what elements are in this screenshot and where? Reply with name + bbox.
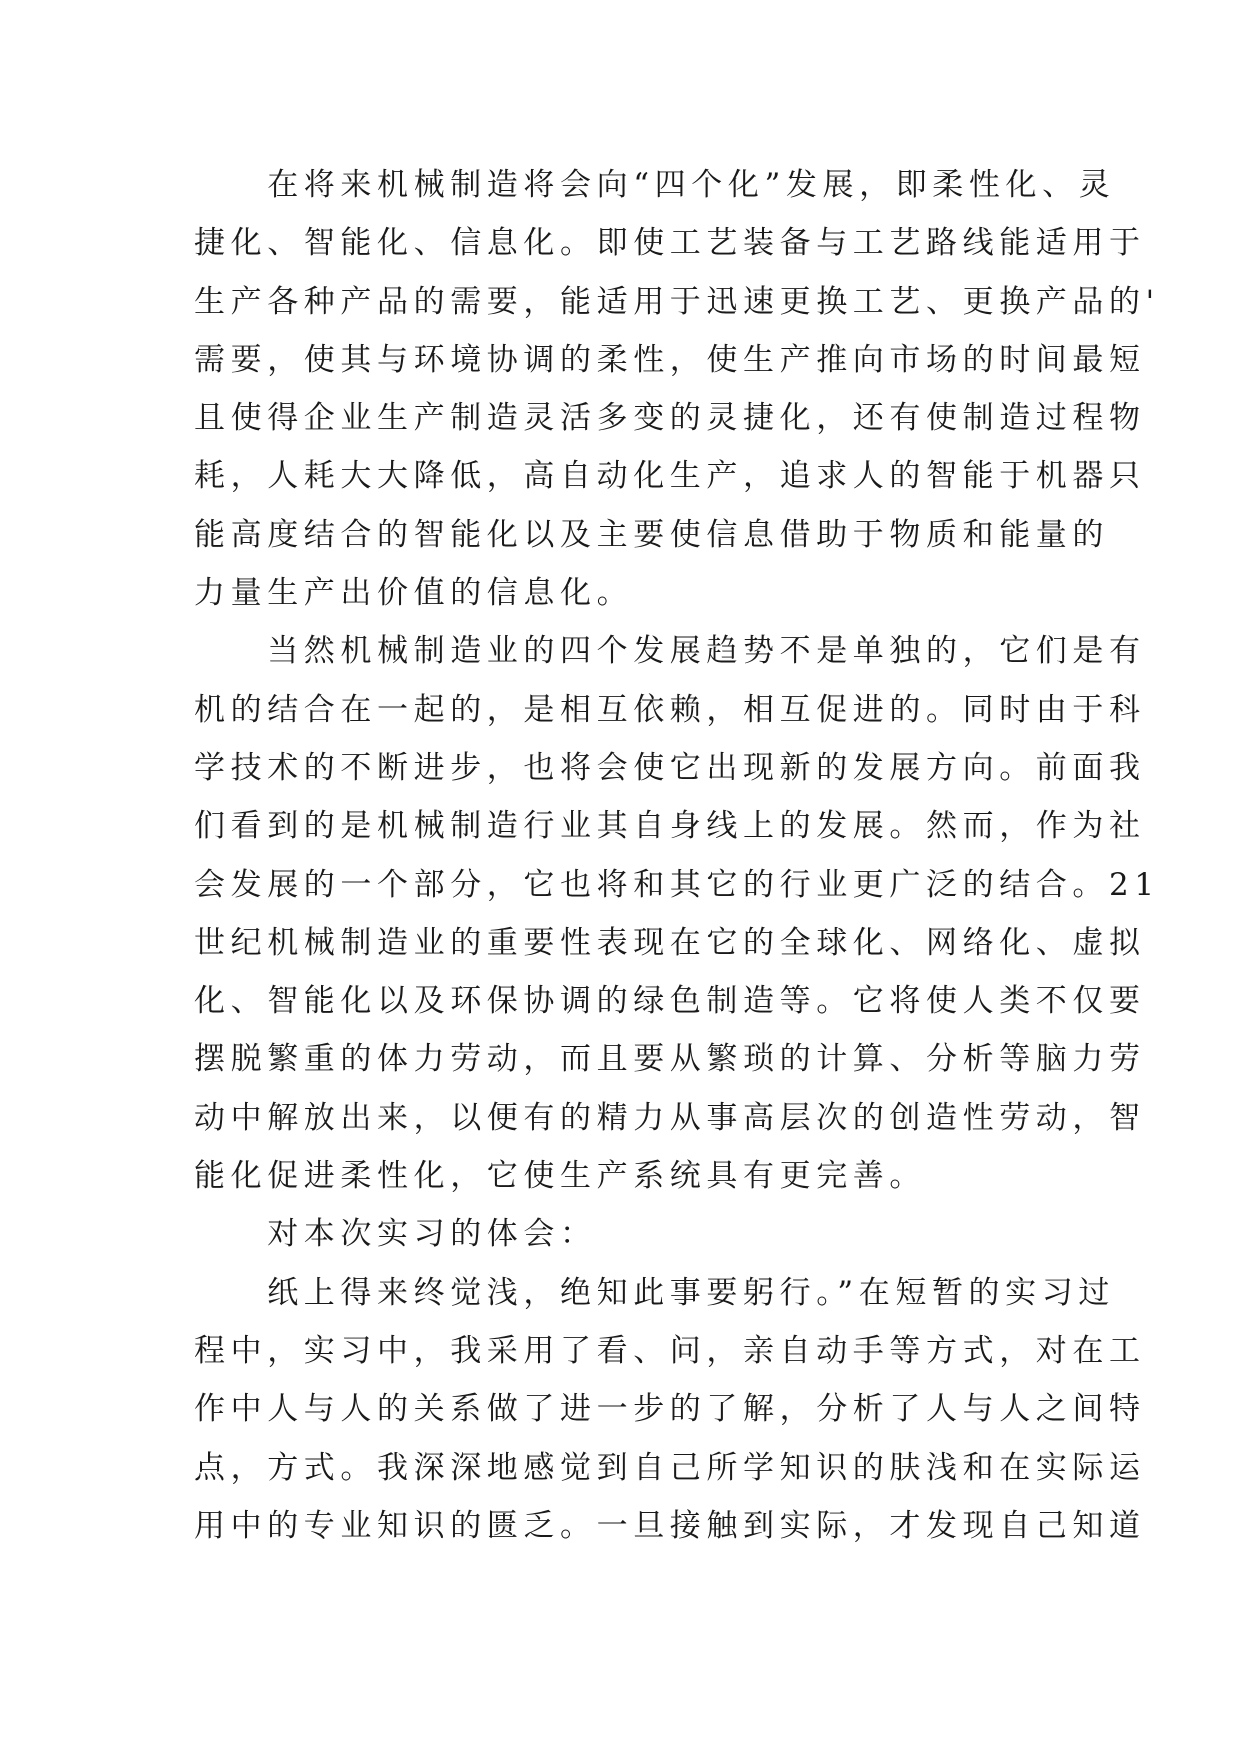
text-line: 在将来机械制造将会向“四个化”发展，即柔性化、灵 <box>194 167 1116 203</box>
document-body <box>194 156 1160 1555</box>
text-line: 生产各种产品的需要，能适用于迅速更换工艺、更换产品的' <box>194 283 1160 320</box>
text-line: 学技术的不断进步，也将会使它出现新的发展方向。前面我 <box>194 749 1146 786</box>
text-line: 化、智能化以及环保协调的绿色制造等。它将使人类不仅要 <box>194 983 1146 1020</box>
text-line: 会发展的一个部分，它也将和其它的行业更广泛的结合。21 <box>194 866 1160 903</box>
text-line: 动中解放出来，以便有的精力从事高层次的创造性劳动，智 <box>194 1099 1146 1136</box>
text-line: 能高度结合的智能化以及主要使信息借助于物质和能量的 <box>194 516 1109 553</box>
text-line: 摆脱繁重的体力劳动，而且要从繁琐的计算、分析等脑力劳 <box>194 1041 1146 1078</box>
text-line: 能化促进柔性化，它使生产系统具有更完善。 <box>194 1158 926 1195</box>
text-line: 耗，人耗大大降低，高自动化生产，追求人的智能于机器只 <box>194 458 1146 495</box>
text-line: 力量生产出价值的信息化。 <box>194 575 634 612</box>
text-line: 当然机械制造业的四个发展趋势不是单独的，它们是有 <box>194 633 1146 670</box>
text-line: 对本次实习的体会： <box>194 1216 597 1253</box>
text-line: 用中的专业知识的匮乏。一旦接触到实际，才发现自己知道 <box>194 1507 1146 1544</box>
text-line: 程中，实习中，我采用了看、问，亲自动手等方式，对在工 <box>194 1332 1146 1369</box>
text-line: 们看到的是机械制造行业其自身线上的发展。然而，作为社 <box>194 808 1146 845</box>
text-line: 作中人与人的关系做了进一步的了解，分析了人与人之间特 <box>194 1391 1146 1428</box>
text-line: 需要，使其与环境协调的柔性，使生产推向市场的时间最短 <box>194 341 1146 378</box>
text-line: 纸上得来终觉浅，绝知此事要躬行。”在短暂的实习过 <box>194 1274 1115 1311</box>
text-line: 且使得企业生产制造灵活多变的灵捷化，还有使制造过程物 <box>194 400 1146 437</box>
text-line: 点，方式。我深深地感觉到自己所学知识的肤浅和在实际运 <box>194 1449 1146 1486</box>
text-line: 机的结合在一起的，是相互依赖，相互促进的。同时由于科 <box>194 691 1146 728</box>
text-line: 捷化、智能化、信息化。即使工艺装备与工艺路线能适用于 <box>194 225 1146 262</box>
text-line: 世纪机械制造业的重要性表现在它的全球化、网络化、虚拟 <box>194 924 1146 961</box>
